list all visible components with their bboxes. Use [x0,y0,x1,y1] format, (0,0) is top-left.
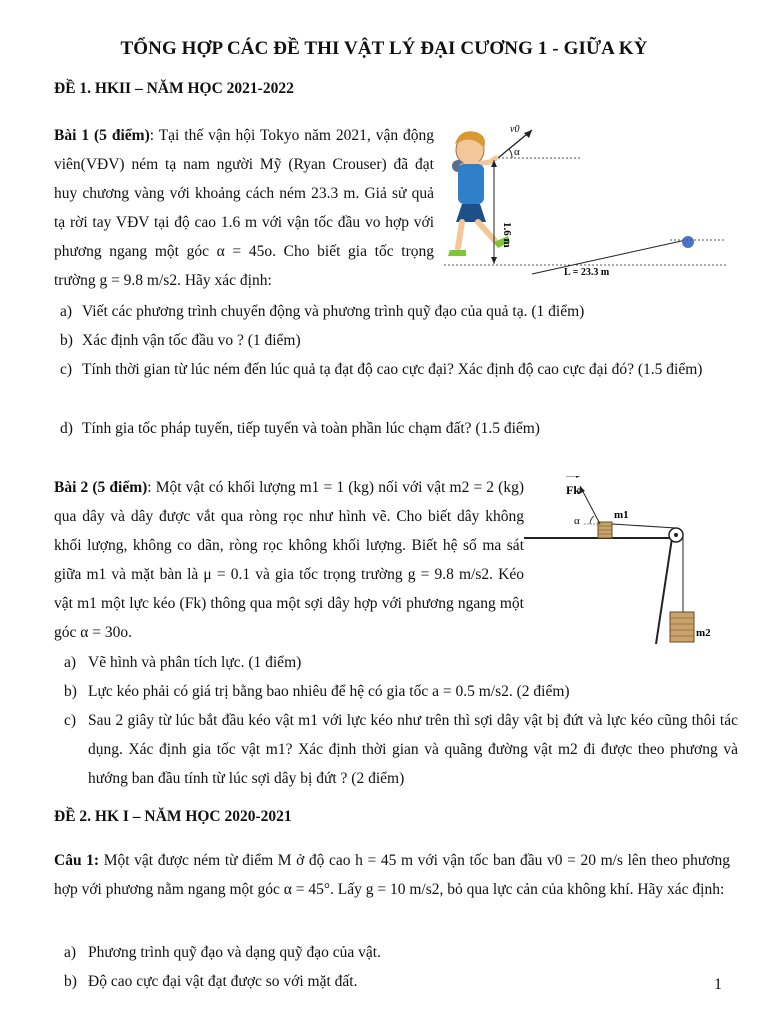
exam-1-heading: ĐỀ 1. HKII – NĂM HỌC 2021-2022 [54,80,294,97]
block-m2 [670,612,694,642]
problem-1-text [54,121,434,295]
problem-1-item-b: b) Xác định vận tốc đầu vo ? (1 điểm) [60,332,301,349]
athlete-figure [448,131,510,256]
question-1-item-b: b) Độ cao cực đại vật đạt được so với mặt đất. [64,973,358,990]
problem-2-label: Bài 2 (5 điểm) [54,479,148,496]
problem-2-body: : Một vật có khối lượng m1 = 1 (kg) nối với vật m2 = 2 (kg) qua dây và dây được vắt qua ròng rọc như hình vẽ. Cho biết dây không khối lượng, không co dãn, ròng rọc không khối lượng. Biết hệ số ma sát giữa m1 và mặt bàn là μ = 0.1 và gia tốc trọng trường g = 9.8 m/s2. Kéo vật m1 một lực kéo (Fk) thông qua một sợi dây hợp với phương ngang một góc α = 30o. [54,479,524,641]
m2-label: m2 [696,627,711,639]
v0-label: v0 [510,124,520,135]
page-number: 1 [714,976,722,993]
problem-2-item-c: c) Sau 2 giây từ lúc bắt đầu kéo vật m1 với lực kéo như trên thì sợi dây vật bị đứt và lực kéo cũng thôi tác dụng. Xác định gia tốc vật m1? Xác định thời gian và quãng đường vật m2 đi được theo phương và hướng ban đầu tính từ lúc sợi dây bị đứt ? (2 điểm) [64,712,738,787]
problem-2-item-a: a) Vẽ hình và phân tích lực. (1 điểm) [64,654,302,671]
pulley-figure [524,476,720,648]
alpha-label: α [514,146,520,158]
shot-put-figure [436,122,726,282]
m1-label: m1 [614,509,629,521]
document-title: TỔNG HỢP CÁC ĐỀ THI VẬT LÝ ĐẠI CƯƠNG 1 - GIỮA KỲ [120,38,648,59]
question-1-label: Câu 1: [54,852,100,869]
problem-1-item-c: c) Tính thời gian từ lúc ném đến lúc quả tạ đạt độ cao cực đại? Xác định độ cao cực đại đó? (1.5 điểm) [60,361,703,378]
question-1-text [54,846,730,904]
height-label: 1.6 m [501,222,513,248]
problem-1-body: : Tại thế vận hội Tokyo năm 2021, vận động viên(VĐV) ném tạ nam người Mỹ (Ryan Crouser) đã đạt huy chương vàng với khoảng cách ném 23.3 m. Giả sử quả tạ rời tay VĐV tại độ cao 1.6 m với vận tốc đầu vo hợp với phương ngang một góc α = 45o. Cho biết gia tốc trọng trường g = 9.8 m/s2. Hãy xác định: [54,127,435,289]
problem-1-item-d: d) Tính gia tốc pháp tuyến, tiếp tuyến và toàn phần lúc chạm đất? (1.5 điểm) [60,420,540,437]
question-1-body: Một vật được ném từ điểm M ở độ cao h = 45 m với vận tốc ban đầu v0 = 20 m/s lên theo phương hợp với phương nằm ngang một góc α = 45°. Lấy g = 10 m/s2, bỏ qua lực cản của không khí. Hãy xác định: [54,852,731,898]
problem-2-text [54,473,524,647]
problem-2-item-b: b) Lực kéo phải có giá trị bằng bao nhiêu để hệ có gia tốc a = 0.5 m/s2. (2 điểm) [64,683,570,700]
shot-ball [682,236,694,248]
problem-1-item-a: a) Viết các phương trình chuyển động và phương trình quỹ đạo của quả tạ. (1 điểm) [60,303,585,320]
force-label: Fk [566,483,581,497]
distance-label: L = 23.3 m [564,267,610,278]
problem-1-label: Bài 1 (5 điểm) [54,127,150,144]
question-1-item-a: a) Phương trình quỹ đạo và dạng quỹ đạo của vật. [64,944,381,961]
exam-2-heading: ĐỀ 2. HK I – NĂM HỌC 2020-2021 [54,808,292,825]
angle-label: α [574,515,580,527]
